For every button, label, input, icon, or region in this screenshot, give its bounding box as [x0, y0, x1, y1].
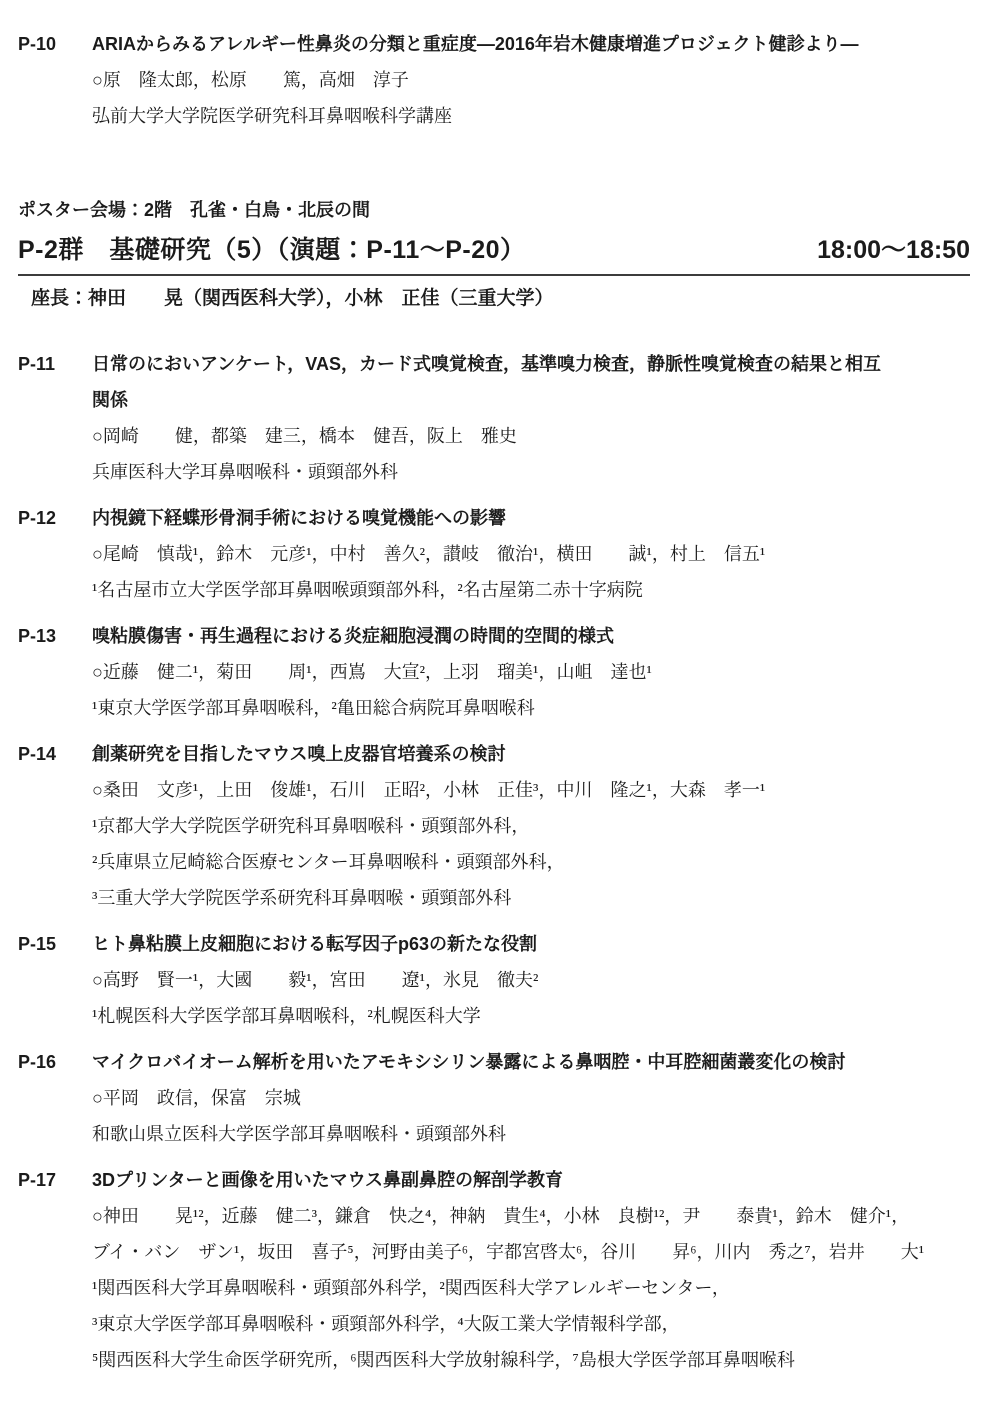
entry-number: P-15: [18, 934, 57, 954]
session-header: [18, 192, 970, 314]
program-entry: [18, 736, 970, 916]
entry-authors-line: ○高野 賢一¹，大國 毅¹，宮田 遼¹，氷見 徹夫²: [92, 970, 539, 990]
section-divider: [18, 274, 970, 276]
session-chairs: 座長：神田 晃（関西医科大学），小林 正佳（三重大学）: [31, 288, 554, 309]
entry-content: [92, 346, 970, 490]
entry-title-line: ヒト鼻粘膜上皮細胞における転写因子p63の新たな役割: [92, 934, 538, 954]
entry-title-line: 嗅粘膜傷害・再生過程における炎症細胞浸潤の時間的空間的様式: [92, 626, 614, 646]
entry-title-line: 創薬研究を目指したマウス嗅上皮器官培養系の検討: [92, 744, 506, 764]
entry-authors-line: ○桑田 文彦¹，上田 俊雄¹，石川 正昭²，小林 正佳³，中川 隆之¹，大森 孝一¹: [92, 780, 766, 800]
entry-number: P-11: [18, 354, 56, 374]
program-entry: [18, 346, 970, 490]
entry-content: [92, 618, 970, 726]
entry-authors-line: ○近藤 健二¹，菊田 周¹，西嶌 大宣²，上羽 瑠美¹，山岨 達也¹: [92, 662, 652, 682]
entry-content: [92, 26, 970, 134]
entry-number: P-14: [18, 744, 57, 764]
session-venue: ポスター会場：2階 孔雀・白鳥・北辰の間: [18, 200, 371, 220]
entry-authors-line: ○尾崎 慎哉¹，鈴木 元彦¹，中村 善久²，讃岐 徹治¹，横田 誠¹，村上 信五¹: [92, 544, 766, 564]
pre-session-entry-list: [18, 26, 970, 134]
entry-number: P-17: [18, 1170, 57, 1190]
session-time: 18:00～18:50: [817, 236, 970, 264]
entry-content: [92, 736, 970, 916]
entry-affiliation-line: ¹関西医科大学耳鼻咽喉科・頭頸部外科学，²関西医科大学アレルギーセンター，: [92, 1278, 730, 1298]
entry-affiliation-line: ¹東京大学医学部耳鼻咽喉科，²亀田総合病院耳鼻咽喉科: [92, 698, 535, 718]
entry-content: [92, 926, 970, 1034]
entry-title-line: マイクロバイオーム解析を用いたアモキシシリン暴露による鼻咽腔・中耳腔細菌叢変化の検討: [92, 1052, 846, 1072]
entry-content: [92, 1044, 970, 1152]
program-entry: [18, 1044, 970, 1152]
entry-title-line: ARIAからみるアレルギー性鼻炎の分類と重症度―2016年岩木健康増進プロジェクト健診より―: [92, 34, 859, 54]
entry-authors-line: ○原 隆太郎，松原 篤，高畑 淳子: [92, 70, 409, 90]
entry-number: P-13: [18, 626, 57, 646]
entry-title-line: 日常のにおいアンケート，VAS，カード式嗅覚検査，基準嗅力検査，静脈性嗅覚検査の結果と相互: [92, 354, 881, 374]
entry-authors-line: ○神田 晃¹²，近藤 健二³，鎌倉 快之⁴，神納 貴生⁴，小林 良樹¹²，尹 泰貴¹，鈴木 健介¹，: [92, 1206, 910, 1226]
session-group-row: [18, 228, 970, 274]
program-entry: [18, 926, 970, 1034]
entry-authors-line: ○岡崎 健，都築 建三，橋本 健吾，阪上 雅史: [92, 426, 517, 446]
entry-affiliation-line: ³三重大学大学院医学系研究科耳鼻咽喉・頭頸部外科: [92, 888, 512, 908]
program-entry: [18, 618, 970, 726]
entry-affiliation-line: ²兵庫県立尼崎総合医療センター耳鼻咽喉科・頭頸部外科，: [92, 852, 565, 872]
session-group-title: P-2群 基礎研究（5）（演題：P-11～P-20）: [18, 236, 526, 264]
entry-affiliation-line: 和歌山県立医科大学医学部耳鼻咽喉科・頭頸部外科: [92, 1124, 506, 1144]
program-entry: [18, 500, 970, 608]
entry-title-line: 関係: [92, 390, 128, 410]
program-entry: [18, 1162, 970, 1378]
session-entry-list: [18, 346, 970, 1378]
entry-affiliation-line: 弘前大学大学院医学研究科耳鼻咽喉科学講座: [92, 106, 452, 126]
entry-number: P-12: [18, 508, 57, 528]
entry-content: [92, 1162, 970, 1378]
entry-authors-line: ○平岡 政信，保富 宗城: [92, 1088, 301, 1108]
entry-affiliation-line: ¹名古屋市立大学医学部耳鼻咽喉頭頸部外科，²名古屋第二赤十字病院: [92, 580, 643, 600]
entry-affiliation-line: 兵庫医科大学耳鼻咽喉科・頭頸部外科: [92, 462, 398, 482]
entry-number: P-10: [18, 34, 57, 54]
program-entry: [18, 26, 970, 134]
entry-affiliation-line: ⁵関西医科大学生命医学研究所，⁶関西医科大学放射線科学，⁷島根大学医学部耳鼻咽喉科: [92, 1350, 795, 1370]
entry-affiliation-line: ¹札幌医科大学医学部耳鼻咽喉科，²札幌医科大学: [92, 1006, 481, 1026]
entry-affiliation-line: ¹京都大学大学院医学研究科耳鼻咽喉科・頭頸部外科，: [92, 816, 530, 836]
entry-content: [92, 500, 970, 608]
entry-affiliation-line: ³東京大学医学部耳鼻咽喉科・頭頸部外科学，⁴大阪工業大学情報科学部，: [92, 1314, 680, 1334]
entry-title-line: 内視鏡下経蝶形骨洞手術における嗅覚機能への影響: [92, 508, 506, 528]
entry-authors-line: ブイ・バン ザン¹，坂田 喜子⁵，河野由美子⁶，宇都宮啓太⁶，谷川 昇⁶，川内 秀之⁷，岩井 大¹: [92, 1242, 925, 1262]
entry-title-line: 3Dプリンターと画像を用いたマウス鼻副鼻腔の解剖学教育: [92, 1170, 564, 1190]
entry-number: P-16: [18, 1052, 57, 1072]
